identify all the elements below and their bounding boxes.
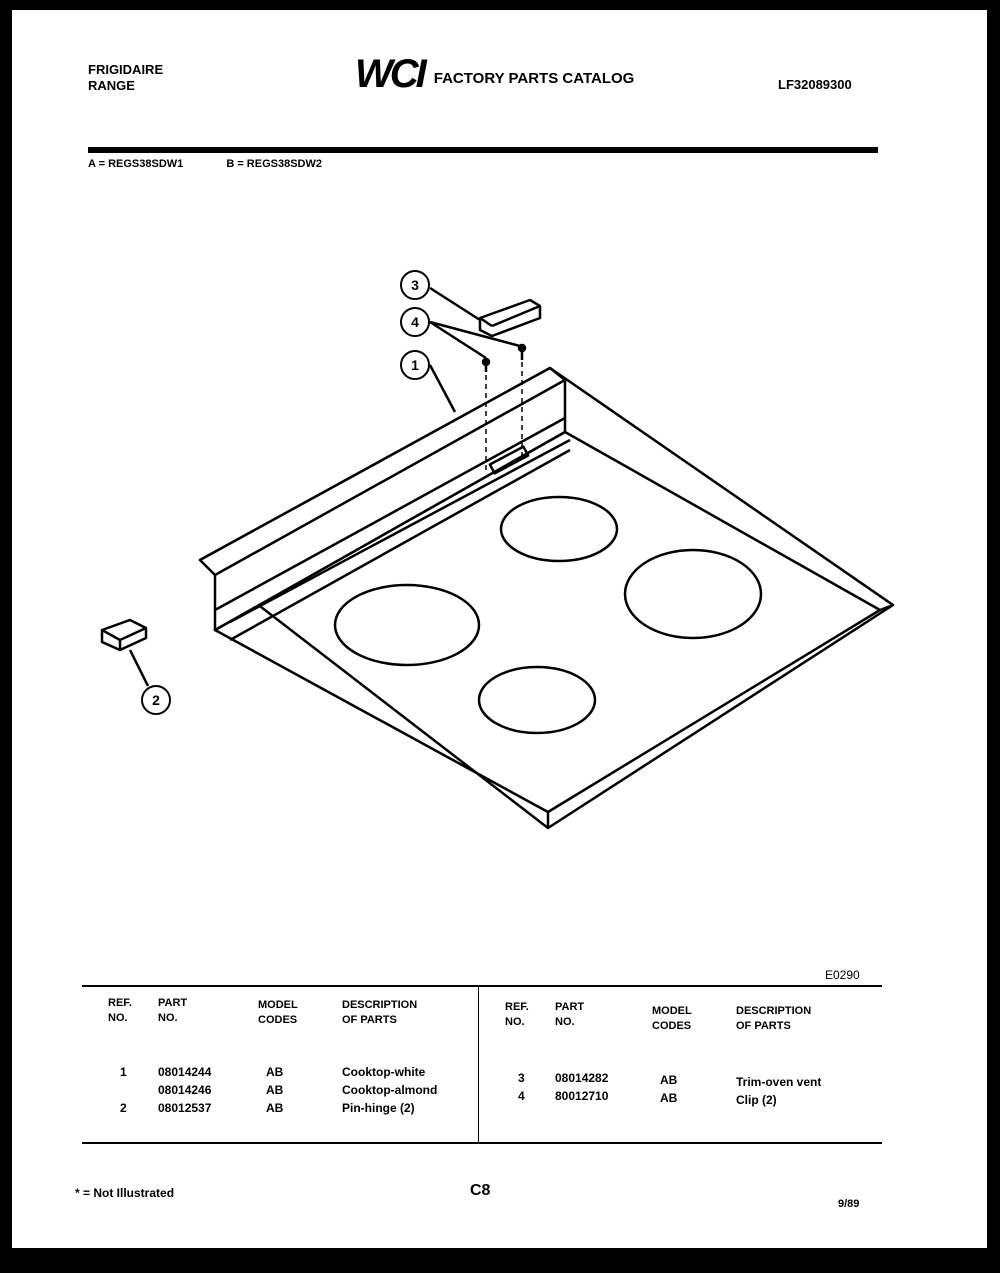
page-number: C8 xyxy=(470,1182,491,1199)
callout-label-4: 4 xyxy=(411,314,419,330)
catalog-title: FACTORY PARTS CATALOG xyxy=(433,69,635,87)
table-row-part: 08014244 xyxy=(158,1065,212,1079)
table-row-ref: 1 xyxy=(120,1065,127,1079)
model-a: A = REGS38SDW1 xyxy=(88,158,184,170)
table-row-desc: Cooktop-almond xyxy=(342,1083,438,1097)
table-row-ref: 2 xyxy=(120,1101,127,1115)
table-row-ref: 4 xyxy=(518,1089,525,1103)
table-row-model: AB xyxy=(266,1083,284,1097)
catalog-number: LF32089300 xyxy=(778,77,852,92)
header-ref: REF. NO. xyxy=(108,997,132,1024)
table-row-desc: Trim-oven vent xyxy=(736,1075,822,1089)
table-row-ref: 3 xyxy=(518,1071,525,1085)
diagram-code: E0290 xyxy=(825,968,860,982)
table-row-model: AB xyxy=(660,1073,678,1087)
table-row-model: AB xyxy=(660,1091,678,1105)
table-row-model: AB xyxy=(266,1101,284,1115)
callout-label-3: 3 xyxy=(411,277,419,293)
issue-date: 9/89 xyxy=(838,1198,860,1210)
product-name: RANGE xyxy=(88,78,135,93)
header-part: PART NO. xyxy=(158,997,188,1024)
table-row-desc: Clip (2) xyxy=(736,1093,777,1107)
table-row-part: 08012537 xyxy=(158,1101,212,1115)
header-model: MODEL CODES xyxy=(258,999,298,1026)
header-desc-right: DESCRIPTION OF PARTS xyxy=(736,1005,812,1032)
header-model-right: MODEL CODES xyxy=(652,1005,692,1032)
table-row-part: 08014282 xyxy=(555,1071,609,1085)
table-row-desc: Pin-hinge (2) xyxy=(342,1101,415,1115)
table-row-part: 80012710 xyxy=(555,1089,609,1103)
header-part-right: PART NO. xyxy=(555,1001,585,1028)
header-ref-right: REF. NO. xyxy=(505,1001,529,1028)
callout-label-2: 2 xyxy=(152,692,160,708)
table-bottom-rule xyxy=(82,1142,882,1144)
model-b: B = REGS38SDW2 xyxy=(226,158,322,170)
table-row-part: 08014246 xyxy=(158,1083,212,1097)
callout-label-1: 1 xyxy=(411,357,419,373)
table-row-desc: Cooktop-white xyxy=(342,1065,426,1079)
table-divider xyxy=(478,987,479,1142)
table-row-model: AB xyxy=(266,1065,284,1079)
header-desc: DESCRIPTION OF PARTS xyxy=(342,999,418,1026)
not-illustrated-note: * = Not Illustrated xyxy=(75,1186,175,1200)
table-top-rule xyxy=(82,985,882,987)
wci-logo: WCI xyxy=(355,52,424,96)
brand-name: FRIGIDAIRE xyxy=(88,62,164,77)
